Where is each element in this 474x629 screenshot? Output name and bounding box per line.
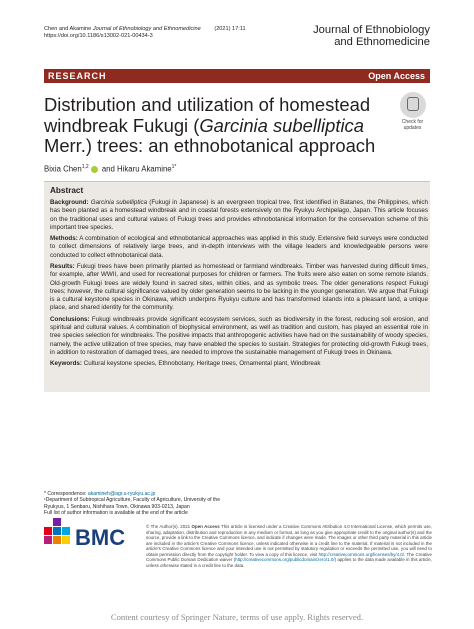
bmc-logo <box>44 518 136 554</box>
abstract-background: Background: Garcinia subelliptica (Fukugi in Japanese) is an evergreen tropical tree, first identified in Batanes, the Philippines, which has been planted as a homestead windbreak and in coastal forests extensively on the Ryukyu Archipelago, Japan. This article focuses on the traditional uses and cultural values of Fukugi trees and provides ethnobotanical information for the conservation scheme of this important tree species. <box>50 199 428 231</box>
correspondence-email[interactable]: akamineh@agr.u-ryukyu.ac.jp <box>87 491 156 497</box>
springer-footer: Content courtesy of Springer Nature, terms of use apply. Rights reserved. <box>110 612 364 622</box>
correspondence-label: * Correspondence: <box>44 491 88 497</box>
author-list <box>44 164 176 174</box>
abstract-results: Results: Fukugi trees have been primarily planted as homestead or farmland windbreaks. Timber was harvested during difficult times, for example, after WWII, and used for recreational purposes for children or farmers. The fruits were also eaten on some remote islands. Old-growth Fukugi trees are widely found in sacred sites, within cities, and as symbolic trees. The older generations respect Fukugi trees; however, the cultural significance valued by older generation seems to be lacking in the younger generation. We argue that Fukugi is a cultural keystone species in Okinawa, which underpins Ryukyu culture and has transformed islands into a pleasant land, a unique place, and shared identity for the community. <box>50 263 428 312</box>
full-author-info-note: Full list of author information is available at the end of the article <box>44 509 188 516</box>
check-updates-line2: updates <box>403 124 422 131</box>
abstract-box <box>44 181 430 392</box>
abstract-methods: Methods: A combination of ecological and ethnobotanical approaches was applied in this study. Extensive field surveys were conducted to collect dimensions of relatively large trees, and in-depth interviews with the village leaders and knowledgeable persons were conducted to collect ethnobotanical data. <box>50 235 428 259</box>
license-link[interactable]: http://creativecommons.org/licenses/by/4.0/ <box>318 551 404 557</box>
correspondence-note <box>44 491 222 516</box>
running-header <box>44 26 246 40</box>
author-1[interactable]: Bixia Chen <box>44 164 82 174</box>
header-year-pages: (2021) 17:11 <box>214 26 246 32</box>
check-updates-icon <box>400 92 426 118</box>
check-for-updates-button[interactable] <box>395 92 430 136</box>
bmc-logo-text: BMC <box>75 525 126 550</box>
open-access-label: Open Access <box>368 71 425 81</box>
license-statement: © The Author(s). 2021 Open Access This article is licensed under a Creative Commons Attribution 4.0 International License, which permits use, sharing, adaptation, distribution and reproduction in any medium or format, as long as you give appropriate credit to the original author(s) and the source, provide a link to the Creative Commons licence, and indicate if changes were made. The images or other third party material in this article are included in the article's Creative Commons licence, unless indicated otherwise in a credit line to the material. If material is not included in the article's Creative Commons licence and your intended use is not permitted by statutory regulation or exceeds the permitted use, you will need to obtain permission directly from the copyright holder. To view a copy of this licence, visit http://creativecommons.org/licenses/by/4.0/. The Creative Commons Public Domain Dedication waiver (http://creativecommons.org/publicdomain/zero/1.0/) applies to the data made available in this article, unless otherwise stated in a credit line to the data. <box>146 524 433 568</box>
waiver-link[interactable]: http://creativecommons.org/publicdomain/zero/1.0/ <box>235 557 335 563</box>
author-2[interactable]: and Hikaru Akamine <box>99 164 172 174</box>
journal-name-line2: and Ethnomedicine <box>334 36 430 48</box>
author-1-affil: 1,2 <box>81 164 89 170</box>
bmc-emblem-icon <box>44 518 70 544</box>
header-authors: Chen and Akamine <box>44 26 92 32</box>
title-species: Garcinia subelliptica <box>199 114 364 136</box>
abstract-conclusions: Conclusions: Fukugi windbreaks provide significant ecosystem services, such as biodiversity in the forest, reducing soil erosion, and spiritual and cultural values. A combination of biophysical environment, as well as tradition and custom, has played an essential role in tree species selection for windbreaks. The positive impacts that anthropogenic activities have had on the sustainability of woody species, namely, the active utilization of tree species, may have enabled the species to sustain. Strategies for protecting old-growth Fukugi trees, in addition to restoration of damaged trees, are needed to improve the sustainable management of Fukugi trees in Okinawa. <box>50 315 428 356</box>
author-2-affil: 1* <box>171 164 177 170</box>
abstract-keywords: Keywords: Cultural keystone species, Ethnobotany, Heritage trees, Ornamental plant, Windbreak <box>50 360 321 368</box>
abstract-heading: Abstract <box>50 186 84 195</box>
orcid-icon[interactable] <box>91 166 98 173</box>
article-type-banner <box>44 69 430 83</box>
journal-name <box>313 24 430 48</box>
header-journal: Journal of Ethnobiology and Ethnomedicine <box>92 26 201 32</box>
article-type: RESEARCH <box>48 71 107 81</box>
check-updates-line1: Check for <box>401 119 424 125</box>
affiliation: ¹Department of Subtropical Agriculture, Faculty of Agriculture, University of the Ryukyus, 1 Senbaru, Nishihara Town, Okinawa 903-0213, Japan <box>44 497 221 510</box>
title-part1: Distribution and utilization of homestead windbreak Fukugi ( <box>44 94 371 136</box>
article-title <box>44 95 384 157</box>
title-part2: Merr.) trees: an ethnobotanical approach <box>44 135 376 156</box>
header-doi-link[interactable]: https://doi.org/10.1186/s13002-021-00434-3 <box>44 33 153 39</box>
journal-name-line1: Journal of Ethnobiology <box>313 24 430 36</box>
